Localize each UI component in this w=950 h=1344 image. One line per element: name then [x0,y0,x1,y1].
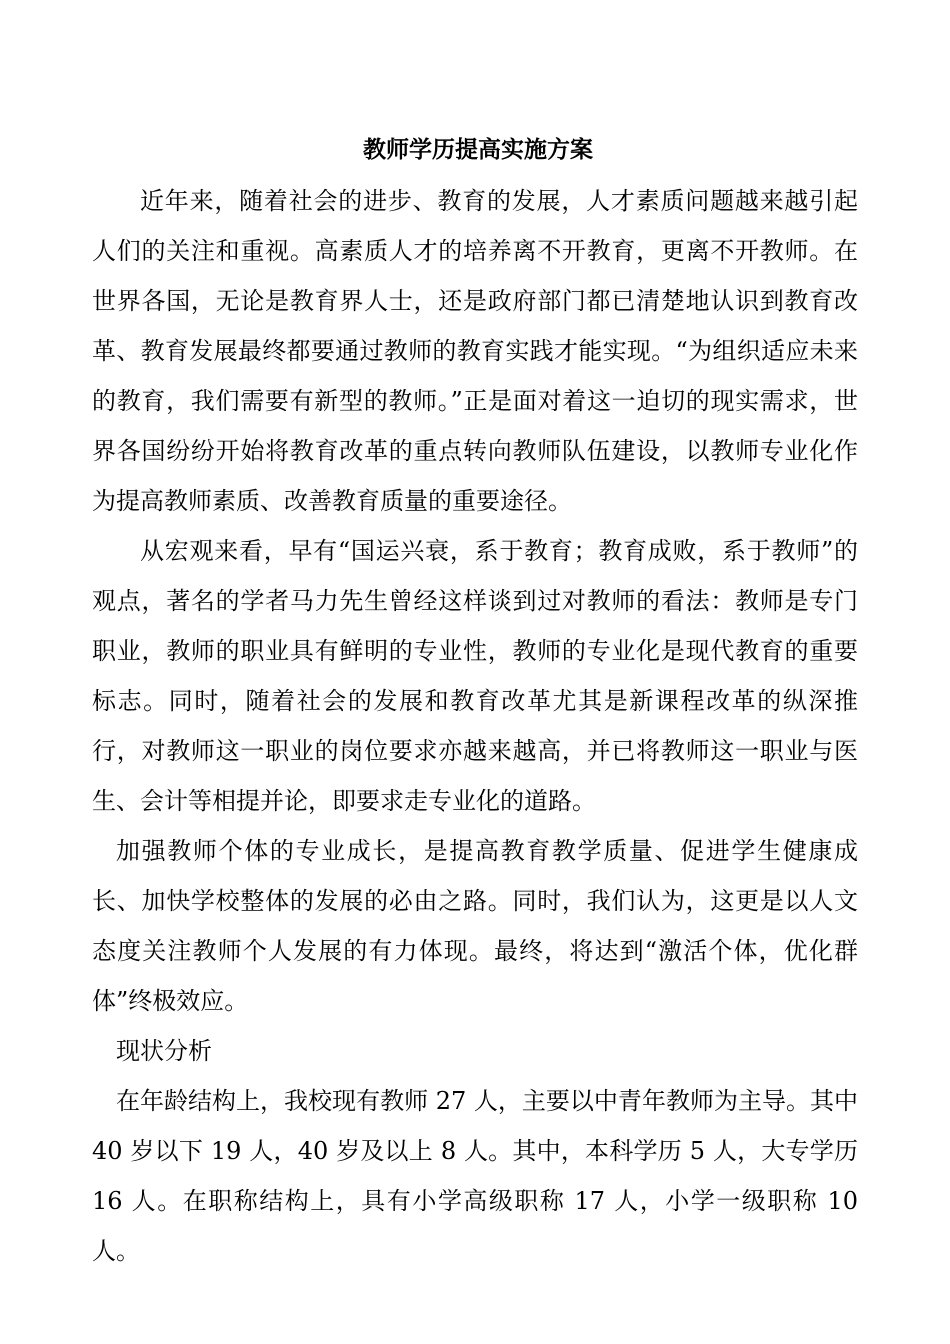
section-heading-status-analysis: 现状分析 [116,1037,212,1065]
document-title: 教师学历提高实施方案 [363,136,593,163]
paragraph-intro: 近年来，随着社会的进步、教育的发展，人才素质问题越来越引起人们的关注和重视。高素质人才的培养离不开教育，更离不开教师。在世界各国，无论是教育界人士，还是政府部门都已清楚地认识到教育改革、教育发展最终都要通过教师的教育实践才能实现。“为组织适应未来的教育，我们需要有新型的教师。”正是面对着这一迫切的现实需求，世界各国纷纷开始将教育改革的重点转向教师队伍建设，以教师专业化作为提高教师素质、改善教育质量的重要途径。 [92,187,858,515]
paragraph-staff-structure: 在年龄结构上，我校现有教师 27 人，主要以中青年教师为主导。其中 40 岁以下 19 人，40 岁及以上 8 人。其中，本科学历 5 人，大专学历 16 人。在职称结构上，具有小学高级职称 17 人，小学一级职称 10 人。 [92,1087,858,1265]
document-page [92,128,858,1276]
paragraph-macro-view: 从宏观来看，早有“国运兴衰，系于教育；教育成败，系于教师”的观点，著名的学者马力先生曾经这样谈到过对教师的看法：教师是专门职业，教师的职业具有鲜明的专业性，教师的专业化是现代教育的重要标志。同时，随着社会的发展和教育改革尤其是新课程改革的纵深推行，对教师这一职业的岗位要求亦越来越高，并已将教师这一职业与医生、会计等相提并论，即要求走专业化的道路。 [92,537,858,815]
paragraph-professional-growth: 加强教师个体的专业成长，是提高教育教学质量、促进学生健康成长、加快学校整体的发展的必由之路。同时，我们认为，这更是以人文态度关注教师个人发展的有力体现。最终，将达到“激活个体，优化群体”终极效应。 [92,837,858,1015]
